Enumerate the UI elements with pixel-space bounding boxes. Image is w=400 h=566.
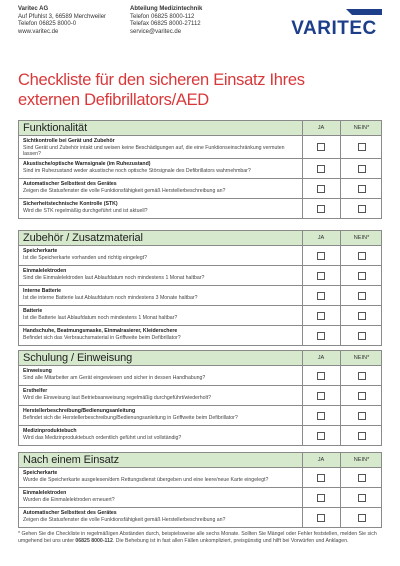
row-text: [19, 286, 303, 301]
column-divider: [302, 426, 303, 445]
checkbox-nein[interactable]: [358, 332, 366, 340]
checklist-row: [18, 366, 382, 386]
item-title: Interne Batterie: [23, 288, 62, 294]
item-description: Ist die Speicherkarte vorhanden und richtig eingelegt?: [23, 254, 148, 261]
column-divider: [302, 306, 303, 325]
column-divider: [340, 468, 341, 487]
row-text: [19, 159, 303, 174]
item-title: Ersthelfer: [23, 388, 48, 394]
item-title: Automatischer Selbsttest des Gerätes: [23, 510, 117, 516]
column-header-ja: JA: [317, 125, 325, 131]
row-text: [19, 488, 303, 503]
checklist-section: [18, 452, 382, 528]
column-divider: [340, 286, 341, 305]
checkbox-nein[interactable]: [358, 432, 366, 440]
item-description: Sind die Einmalelektroden laut Ablaufdatum noch mindestens 1 Monat haltbar?: [23, 274, 205, 281]
item-title: Einmalelektroden: [23, 490, 67, 496]
item-description: Befindet sich die Herstellerbeschreibung/Bedienungsanleitung in Griffweite beim Defibrillator?: [23, 414, 238, 421]
checklist-row: [18, 179, 382, 199]
column-divider: [340, 351, 341, 365]
column-header-ja: JA: [317, 355, 325, 361]
checklist-section: [18, 120, 382, 219]
company-name: Varitec AG: [18, 6, 49, 12]
item-title: Medizinproduktebuch: [23, 428, 77, 434]
section-header: [18, 350, 382, 366]
column-divider: [340, 508, 341, 527]
section-header: [18, 230, 382, 246]
page-title: [18, 70, 378, 110]
checklist-row: [18, 159, 382, 179]
checkbox-ja[interactable]: [317, 143, 325, 151]
item-description: Wird das Medizinproduktebuch ordentlich geführt und ist vollständig?: [23, 434, 182, 441]
item-description: Ist die Batterie laut Ablaufdatum noch mindestens 1 Monat haltbar?: [23, 314, 178, 321]
checklist-row: [18, 286, 382, 306]
checkbox-nein[interactable]: [358, 185, 366, 193]
item-title: Akustische/optische Warnsignale (im Ruhezustand): [23, 161, 151, 167]
column-divider: [302, 488, 303, 507]
column-divider: [302, 453, 303, 467]
footnote-text-2: . Die Behebung ist in fast allen Fällen unkompliziert, preisgünstig und hilft bei Vorwürfen und Anklagen.: [112, 537, 349, 544]
column-divider: [340, 121, 341, 135]
column-divider: [302, 286, 303, 305]
column-divider: [302, 366, 303, 385]
checkbox-nein[interactable]: [358, 252, 366, 260]
checklist-row: [18, 199, 382, 219]
checkbox-nein[interactable]: [358, 165, 366, 173]
item-description: Wurden die Einmalelektroden erneuert?: [23, 496, 115, 503]
column-header-nein: NEIN*: [353, 125, 370, 131]
company-street: Auf Pfuhlst 3, 66589 Merchweiler: [18, 13, 107, 20]
checkbox-ja[interactable]: [317, 272, 325, 280]
logo-text: VARITEC: [291, 18, 377, 39]
checkbox-nein[interactable]: [358, 514, 366, 522]
checklist-row: [18, 508, 382, 528]
item-description: Ist die interne Batterie laut Ablaufdatum noch mindestens 3 Monate haltbar?: [23, 294, 198, 301]
section-header: [18, 120, 382, 136]
item-description: Wurde die Speicherkarte ausgelesen/dem Rettungsdienst übergeben und eine leere/neue Karte eingelegt?: [23, 476, 269, 483]
section-title: Schulung / Einweisung: [23, 352, 133, 364]
row-text: [19, 306, 303, 321]
row-text: [19, 246, 303, 261]
column-divider: [302, 159, 303, 178]
column-divider: [302, 508, 303, 527]
item-description: Zeigen die Statusfenster die volle Funktionsfähigkeit gemäß Herstellerbeschreibung an?: [23, 516, 226, 523]
checkbox-ja[interactable]: [317, 205, 325, 213]
column-divider: [340, 159, 341, 178]
letterhead: [18, 6, 382, 46]
checklist-section: [18, 230, 382, 346]
title-line-2: externen Defibrillators/AED: [18, 91, 209, 109]
section-title: Funktionalität: [23, 122, 88, 134]
checklist-row: [18, 386, 382, 406]
checkbox-nein[interactable]: [358, 205, 366, 213]
item-title: Handschuhe, Beatmungsmaske, Einmalrasierer, Kleiderschere: [23, 328, 178, 334]
column-divider: [340, 426, 341, 445]
checkbox-ja[interactable]: [317, 252, 325, 260]
footnote: [18, 531, 382, 544]
item-description: Sind alle Mitarbeiter am Gerät eingewiesen und sicher in dessen Handhabung?: [23, 374, 206, 381]
column-divider: [302, 266, 303, 285]
row-text: [19, 266, 303, 281]
checkbox-ja[interactable]: [317, 494, 325, 502]
item-title: Herstellerbeschreibung/Bedienungsanleitung: [23, 408, 136, 414]
title-line-1: Checkliste für den sicheren Einsatz Ihres: [18, 71, 305, 89]
row-text: [19, 366, 303, 381]
checkbox-nein[interactable]: [358, 392, 366, 400]
department-fax: Telefax 06825 8000-27112: [130, 21, 201, 28]
checklist-row: [18, 406, 382, 426]
item-title: Speicherkarte: [23, 470, 58, 476]
item-title: Einweisung: [23, 368, 52, 374]
column-divider: [340, 453, 341, 467]
row-text: [19, 136, 303, 158]
service-phone: 06825 8000-112: [75, 537, 113, 544]
checkbox-ja[interactable]: [317, 312, 325, 320]
item-description: Befindet sich das Verbrauchsmaterial in Griffweite beim Defibrillator?: [23, 334, 181, 341]
checklist-row: [18, 488, 382, 508]
item-title: Sichtkontrolle bei Gerät und Zubehör: [23, 138, 115, 144]
column-divider: [340, 266, 341, 285]
checkbox-ja[interactable]: [317, 165, 325, 173]
checkbox-ja[interactable]: [317, 474, 325, 482]
item-description: Wird die STK regelmäßig durchgeführt und ist aktuell?: [23, 207, 148, 214]
column-divider: [340, 306, 341, 325]
checkbox-ja[interactable]: [317, 185, 325, 193]
checkbox-nein[interactable]: [358, 412, 366, 420]
column-divider: [302, 199, 303, 218]
column-divider: [302, 406, 303, 425]
department-contact: [130, 6, 202, 36]
checklist-row: [18, 246, 382, 266]
row-text: [19, 199, 303, 214]
section-title: Zubehör / Zusatzmaterial: [23, 232, 143, 244]
column-divider: [302, 121, 303, 135]
checkbox-ja[interactable]: [317, 392, 325, 400]
column-divider: [302, 351, 303, 365]
column-divider: [340, 231, 341, 245]
checklist-row: [18, 136, 382, 159]
row-text: [19, 406, 303, 421]
company-phone: Telefon 06825 8000-0: [18, 21, 77, 28]
checklist-row: [18, 266, 382, 286]
item-description: Sind im Ruhezustand weder akustische noch optische Störsignale des Defibrillators wahrnehmbar?: [23, 167, 251, 174]
column-divider: [302, 386, 303, 405]
column-header-ja: JA: [317, 457, 325, 463]
company-website: www.varitec.de: [18, 28, 59, 35]
checkbox-ja[interactable]: [317, 292, 325, 300]
checkbox-nein[interactable]: [358, 143, 366, 151]
column-divider: [340, 136, 341, 158]
checklist-row: [18, 326, 382, 346]
item-title: Sicherheitstechnische Kontrolle (STK): [23, 201, 118, 207]
row-text: [19, 179, 303, 194]
checkbox-nein[interactable]: [358, 494, 366, 502]
varitec-logo: [286, 9, 382, 39]
checkbox-ja[interactable]: [317, 372, 325, 380]
checkbox-ja[interactable]: [317, 514, 325, 522]
item-description: Zeigen die Statusfenster die volle Funktionsfähigkeit gemäß Herstellerbeschreibung an?: [23, 187, 226, 194]
row-text: [19, 508, 303, 523]
company-address: [18, 6, 106, 36]
checkbox-ja[interactable]: [317, 332, 325, 340]
item-title: Einmalelektroden: [23, 268, 67, 274]
column-divider: [340, 366, 341, 385]
checklist-row: [18, 468, 382, 488]
checklist-row: [18, 306, 382, 326]
column-header-nein: NEIN*: [353, 457, 370, 463]
column-divider: [340, 326, 341, 345]
column-divider: [340, 246, 341, 265]
item-title: Batterie: [23, 308, 43, 314]
item-description: Sind Gerät und Zubehör intakt und weisen keine Beschädigungen auf, die eine Funktionseinschränkung vermuten lassen?: [23, 144, 285, 158]
section-header: [18, 452, 382, 468]
row-text: [19, 326, 303, 341]
section-title: Nach einem Einsatz: [23, 454, 120, 466]
checkbox-nein[interactable]: [358, 474, 366, 482]
column-divider: [340, 199, 341, 218]
checkbox-nein[interactable]: [358, 272, 366, 280]
department-phone: Telefon 06825 8000-112: [130, 13, 195, 20]
department-email: service@varitec.de: [130, 28, 182, 35]
checklist-row: [18, 426, 382, 446]
item-title: Speicherkarte: [23, 248, 58, 254]
column-divider: [302, 179, 303, 198]
checkbox-nein[interactable]: [358, 312, 366, 320]
row-text: [19, 468, 303, 483]
column-divider: [302, 468, 303, 487]
column-divider: [340, 406, 341, 425]
footnote-text-1: * Gehen Sie die Checkliste in regelmäßigen Abständen durch, beispielsweise alle sechs Monate. Sollten Sie Mängel oder Fehler feststellen, melden Sie sich umgehend bei uns unter: [18, 531, 377, 544]
column-divider: [302, 136, 303, 158]
column-divider: [340, 386, 341, 405]
department-name: Abteilung Medizintechnik: [130, 6, 203, 12]
column-header-ja: JA: [317, 235, 325, 241]
checkbox-nein[interactable]: [358, 292, 366, 300]
checkbox-nein[interactable]: [358, 372, 366, 380]
item-description: Wird die Einweisung laut Betriebsanweisung regelmäßig durchgeführt/wiederholt?: [23, 394, 212, 401]
checkbox-ja[interactable]: [317, 412, 325, 420]
row-text: [19, 426, 303, 441]
column-header-nein: NEIN*: [353, 355, 370, 361]
column-divider: [302, 326, 303, 345]
row-text: [19, 386, 303, 401]
column-divider: [302, 246, 303, 265]
checkbox-ja[interactable]: [317, 432, 325, 440]
column-divider: [340, 179, 341, 198]
checklist-section: [18, 350, 382, 446]
column-divider: [340, 488, 341, 507]
item-title: Automatischer Selbsttest des Gerätes: [23, 181, 117, 187]
column-header-nein: NEIN*: [353, 235, 370, 241]
column-divider: [302, 231, 303, 245]
